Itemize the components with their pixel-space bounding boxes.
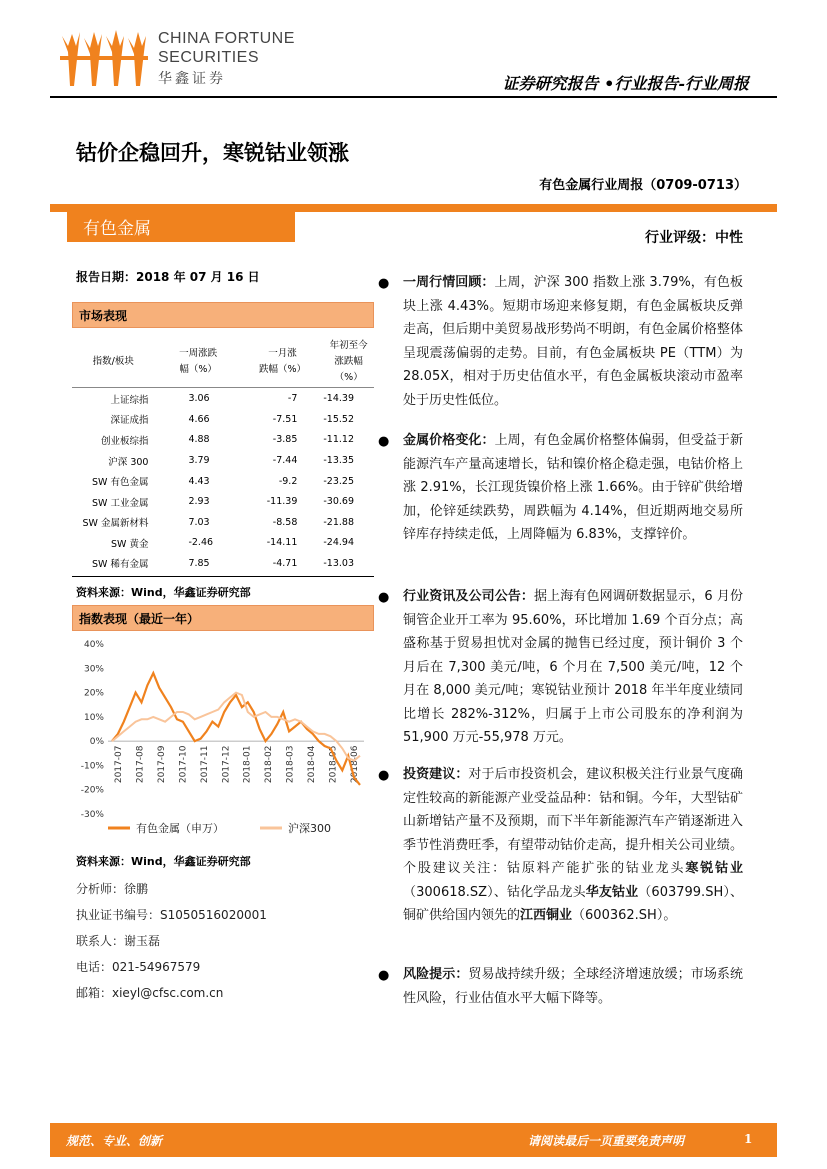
x-tick-label: 2017-10 — [178, 745, 189, 784]
page-number: 1 — [744, 1132, 753, 1146]
x-tick-label: 2018-06 — [350, 745, 360, 784]
market-heading: 市场表现 — [72, 302, 374, 328]
section-weekly-review: 一周行情回顾：上周，沪深 300 指数上涨 3.79%，有色板块上涨 4.43%。短期市场迎来修复期，有色金属板块反弹走高，但后期中美贸易战形势尚不明朗，有色金属价格整体呈现震荡偏弱的走势。目前，有色金属板块 PE（TTM）为 28.05X，相对于历史估值水平，有色金属板块滚动市盈率处于历史性低位。 — [403, 275, 743, 408]
legend-label: 有色金属（申万） — [136, 822, 224, 835]
report-type: 证券研究报告 •行业报告-行业周报 — [502, 74, 749, 93]
footer-disclaimer: 请阅读最后一页重要免责声明 — [528, 1134, 685, 1148]
analyst: 分析师：徐鹏 — [76, 882, 149, 896]
x-tick-label: 2018-03 — [285, 745, 296, 784]
y-tick-label: 10% — [83, 712, 104, 723]
y-tick-label: -10% — [80, 761, 104, 772]
chart-heading: 指数表现（最近一年） — [72, 605, 374, 631]
company-name-cn: 华鑫证券 — [158, 71, 226, 87]
market-table — [72, 337, 374, 574]
footer-slogan: 规范、专业、创新 — [66, 1134, 163, 1148]
report-date: 报告日期：2018 年 07 月 16 日 — [76, 270, 260, 284]
col-header: 指数/板块 — [72, 337, 154, 388]
section-industry-news: 行业资讯及公司公告：据上海有色网调研数据显示，6 月份铜管企业开工率为 95.60%，环比增加 1.69 个百分点；高盛称基于贸易担忧对金属的抛售已经过度，预计铜价 3 个月后在 7,300 美元/吨，6 个月在 7,500 美元/吨，12 个月在 8,000 美元/吨；寒锐钴业预计 2018 年半年度业绩同比增长 282%-312%，归属于上市公司股东的净利润为 51,900 万元-55,978 万元。 — [403, 589, 743, 745]
table-row: 沪深 300 3.79 -7.44 -13.35 — [108, 455, 354, 468]
bullet-icon: ● — [378, 434, 390, 449]
license-number: 执业证书编号：S1050516020001 — [76, 908, 267, 922]
section-risk: 风险提示：贸易战持续升级；全球经济增速放缓；市场系统性风险，行业估值水平大幅下降等。 — [403, 967, 743, 1006]
x-tick-label: 2017-12 — [221, 745, 232, 784]
footer — [50, 1123, 777, 1157]
company-logo — [58, 26, 150, 86]
x-tick-label: 2017-08 — [135, 745, 146, 784]
section-investment-advice: 投资建议：对于后市投资机会，建议积极关注行业景气度确定性较高的新能源产业受益品种：钴和铜。今年，大型钴矿山新增钴产量不及预期，而下半年新能源汽车产销逐渐进入季节性消费旺季，有望带动钴价走高，提升相关公司业绩。个股建议关注：钴原料产能扩张的钴业龙头寒锐钴业（300618.SZ）、钴化学品龙头华友钴业（603799.SH）、铜矿供给国内领先的江西铜业（600362.SH）。 — [403, 767, 743, 923]
bullet-icon: ● — [378, 276, 390, 291]
table-bottom-rule — [72, 576, 374, 577]
x-tick-label: 2018-04 — [307, 745, 318, 784]
logo-mark-icon — [58, 26, 150, 86]
bullet-icon: ● — [378, 590, 390, 605]
legend-label: 沪深300 — [288, 822, 331, 835]
col-header: 一月涨 跌幅（%） — [242, 337, 324, 388]
bullet-icon: ● — [378, 768, 390, 783]
table-row: SW 稀有金属 7.85 -4.71 -13.03 — [92, 557, 354, 571]
x-tick-label: 2018-02 — [264, 745, 275, 784]
table-row: 深证成指 4.66 -7.51 -15.52 — [110, 413, 354, 427]
email: 邮箱：xieyl@cfsc.com.cn — [76, 986, 224, 1000]
header-divider — [50, 96, 777, 98]
table-row: SW 工业金属 2.93 -11.39 -30.69 — [92, 496, 354, 509]
x-tick-label: 2017-07 — [114, 745, 124, 784]
table-row: 创业板综指 4.88 -3.85 -11.12 — [100, 434, 354, 447]
col-header: 一周涨跌 幅（%） — [154, 337, 241, 388]
x-tick-label: 2017-11 — [199, 745, 210, 784]
x-tick-label: 2018-01 — [242, 745, 253, 784]
y-tick-label: -30% — [80, 810, 104, 820]
series-line-1 — [112, 673, 360, 785]
company-name-en-2: SECURITIES — [158, 49, 260, 66]
chart-source: 资料来源：Wind，华鑫证券研究部 — [76, 855, 251, 868]
y-tick-label: 0% — [89, 737, 104, 748]
y-tick-label: 40% — [83, 640, 104, 650]
x-tick-label: 2017-09 — [156, 745, 167, 784]
section-metal-prices: 金属价格变化：上周，有色金属价格整体偏弱，但受益于新能源汽车产量高速增长，钴和镍价格企稳走强，电钴价格上涨 2.91%，长江现货镍价格上涨 1.66%。由于锌矿供给增加，伦锌延续跌势，周跌幅为 4.14%，但近期两地交易所锌库存持续走低，上周降幅为 6.83%，支撑锌价。 — [403, 433, 743, 542]
x-tick-label: 2018-05 — [328, 745, 339, 784]
sector-label: 有色金属 — [83, 219, 151, 239]
table-row: 上证综指 3.06 -7 -14.39 — [110, 393, 354, 406]
y-tick-label: -20% — [80, 785, 104, 796]
market-source: 资料来源：Wind，华鑫证券研究部 — [76, 586, 251, 599]
series-line-2 — [112, 693, 360, 761]
phone: 电话：021-54967579 — [76, 960, 201, 974]
contact-person: 联系人：谢玉磊 — [76, 934, 161, 948]
col-header: 年初至今 涨跌幅（%） — [323, 337, 374, 388]
y-tick-label: 20% — [83, 688, 104, 699]
sector-tab — [67, 208, 295, 242]
table-row: SW 有色金属 4.43 -9.2 -23.25 — [92, 475, 354, 489]
report-subtitle: 有色金属行业周报（0709-0713） — [539, 178, 747, 193]
table-row: SW 金属新材料 7.03 -8.58 -21.88 — [82, 516, 354, 530]
y-tick-label: 30% — [83, 664, 104, 675]
index-performance-chart — [72, 632, 374, 842]
industry-rating: 行业评级：中性 — [645, 230, 743, 246]
company-name-en-1: CHINA FORTUNE — [158, 30, 295, 47]
bullet-icon: ● — [378, 968, 390, 983]
table-row: SW 黄金 -2.46 -14.11 -24.94 — [111, 537, 354, 550]
page-title: 钴价企稳回升，寒锐钴业领涨 — [76, 141, 349, 165]
